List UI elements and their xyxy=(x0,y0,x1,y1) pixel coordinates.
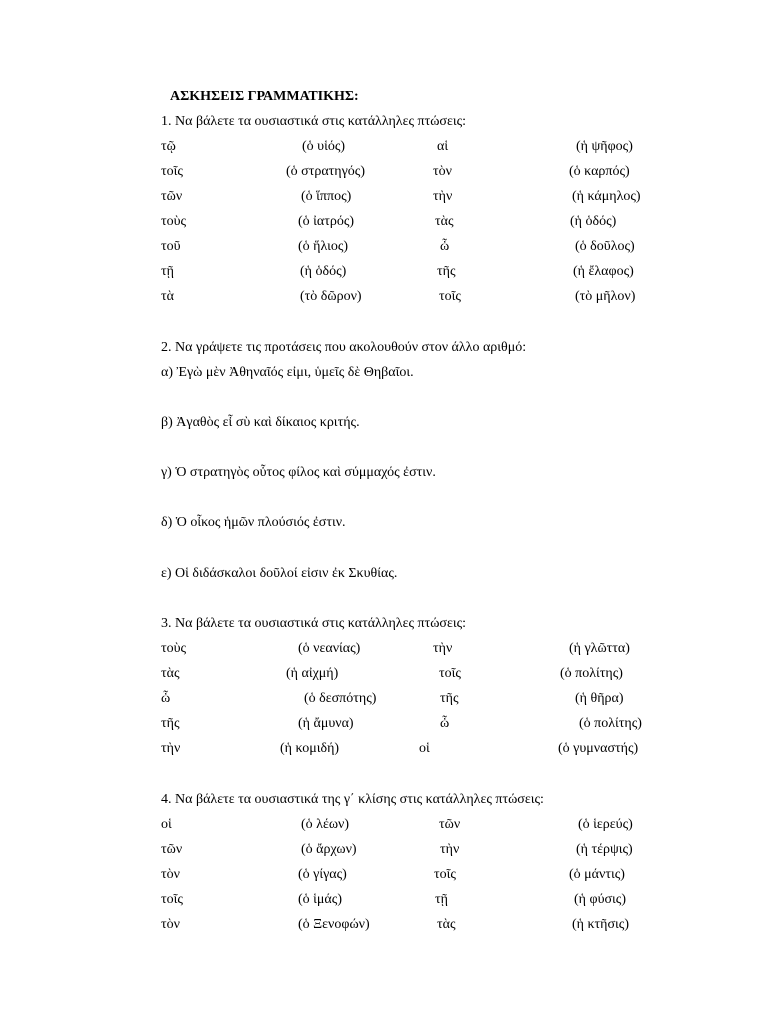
ex1-row-1-article-a: τῷ xyxy=(161,139,176,154)
ex3-row-4-noun-a: (ἡ ἄμυνα) xyxy=(298,716,354,731)
ex4-row-1-article-b: τῶν xyxy=(439,817,461,832)
ex1-row-2-article-b: τὸν xyxy=(433,164,452,179)
ex3-row-2-noun-b: (ὁ πολίτης) xyxy=(560,666,623,681)
ex4-row-5-noun-b: (ἡ κτῆσις) xyxy=(572,917,630,932)
ex3-row-2-article-b: τοῖς xyxy=(439,666,461,681)
ex2-sentence-e: ε) Οἱ διδάσκαλοι δοῦλοί εἰσιν ἐκ Σκυθίας. xyxy=(161,566,398,581)
ex3-row-3-noun-b: (ἡ θῆρα) xyxy=(575,691,624,706)
ex3-row-1-noun-a: (ὁ νεανίας) xyxy=(298,641,361,656)
ex3-row-4-noun-b: (ὁ πολίτης) xyxy=(579,716,642,731)
ex1-row-3-noun-a: (ὁ ἵππος) xyxy=(301,189,352,204)
ex3-row-5-article-a: τὴν xyxy=(161,741,181,756)
ex3-row-2-article-a: τὰς xyxy=(161,666,180,681)
exercise-1-heading: 1. Να βάλετε τα ουσιαστικά στις κατάλληλες πτώσεις: xyxy=(161,114,467,129)
ex4-row-3-article-b: τοῖς xyxy=(434,867,456,882)
ex3-row-3-article-a: ὦ xyxy=(161,691,171,706)
ex1-row-2-article-a: τοῖς xyxy=(161,164,183,179)
ex3-row-4-article-b: ὦ xyxy=(440,716,450,731)
ex1-row-6-article-a: τῇ xyxy=(161,264,174,279)
ex2-sentence-b: β) Ἀγαθὸς εἶ σὺ καὶ δίκαιος κριτής. xyxy=(161,415,360,430)
ex4-row-2-article-b: τὴν xyxy=(440,842,460,857)
ex1-row-2-noun-b: (ὁ καρπός) xyxy=(569,164,630,179)
ex1-row-5-article-a: τοῦ xyxy=(161,239,181,254)
ex4-row-2-noun-b: (ἡ τέρψις) xyxy=(576,842,633,857)
ex4-row-3-noun-a: (ὁ γίγας) xyxy=(298,867,347,882)
ex4-row-5-article-b: τὰς xyxy=(437,917,456,932)
ex4-row-3-noun-b: (ὁ μάντις) xyxy=(569,867,625,882)
ex4-row-2-noun-a: (ὁ ἄρχων) xyxy=(301,842,357,857)
ex1-row-7-article-a: τὰ xyxy=(161,289,174,304)
ex3-row-2-noun-a: (ἡ αἰχμή) xyxy=(286,666,339,681)
ex1-row-3-noun-b: (ἡ κάμηλος) xyxy=(572,189,641,204)
ex4-row-5-noun-a: (ὁ Ξενοφών) xyxy=(298,917,370,932)
ex1-row-4-article-b: τὰς xyxy=(435,214,454,229)
ex1-row-3-article-b: τὴν xyxy=(433,189,453,204)
exercise-4-heading: 4. Να βάλετε τα ουσιαστικά της γ΄ κλίσης στις κατάλληλες πτώσεις: xyxy=(161,792,544,807)
ex3-row-5-noun-b: (ὁ γυμναστής) xyxy=(558,741,639,756)
ex3-row-4-article-a: τῆς xyxy=(161,716,180,731)
ex4-row-4-noun-a: (ὁ ἱμάς) xyxy=(298,892,342,907)
ex3-row-1-noun-b: (ἡ γλῶττα) xyxy=(569,641,630,656)
ex1-row-1-noun-a: (ὁ υἱός) xyxy=(302,139,346,154)
ex4-row-4-noun-b: (ἡ φύσις) xyxy=(574,892,627,907)
ex2-sentence-d: δ) Ὁ οἶκος ἡμῶν πλούσιός ἐστιν. xyxy=(161,515,346,530)
ex4-row-4-article-b: τῇ xyxy=(435,892,448,907)
ex4-row-1-noun-b: (ὁ ἱερεύς) xyxy=(578,817,633,832)
ex3-row-3-noun-a: (ὁ δεσπότης) xyxy=(304,691,377,706)
ex1-row-5-article-b: ὦ xyxy=(440,239,450,254)
ex1-row-7-noun-b: (τὸ μῆλον) xyxy=(575,289,636,304)
exercise-2-heading: 2. Να γράψετε τις προτάσεις που ακολουθούν στον άλλο αριθμό: xyxy=(161,340,527,355)
ex1-row-6-noun-b: (ἡ ἔλαφος) xyxy=(573,264,634,279)
ex1-row-4-noun-b: (ἡ ὁδός) xyxy=(570,214,617,229)
ex1-row-4-noun-a: (ὁ ἰατρός) xyxy=(298,214,355,229)
ex1-row-5-noun-b: (ὁ δοῦλος) xyxy=(575,239,635,254)
ex1-row-4-article-a: τοὺς xyxy=(161,214,187,229)
ex1-row-6-noun-a: (ἡ ὁδός) xyxy=(300,264,347,279)
ex1-row-5-noun-a: (ὁ ἥλιος) xyxy=(298,239,349,254)
ex4-row-5-article-a: τὸν xyxy=(161,917,180,932)
ex4-row-3-article-a: τὸν xyxy=(161,867,180,882)
ex3-row-1-article-a: τοὺς xyxy=(161,641,187,656)
ex4-row-4-article-a: τοῖς xyxy=(161,892,183,907)
ex4-row-1-article-a: οἱ xyxy=(161,817,172,832)
ex3-row-1-article-b: τὴν xyxy=(433,641,453,656)
ex1-row-1-noun-b: (ἡ ψῆφος) xyxy=(576,139,633,154)
ex2-sentence-c: γ) Ὁ στρατηγὸς οὗτος φίλος καὶ σύμμαχός ἐστιν. xyxy=(161,465,436,480)
ex2-sentence-a: α) Ἐγὼ μὲν Ἀθηναῖός εἰμι, ὑμεῖς δὲ Θηβαῖοι. xyxy=(161,365,414,380)
ex4-row-2-article-a: τῶν xyxy=(161,842,183,857)
ex1-row-2-noun-a: (ὁ στρατηγός) xyxy=(286,164,365,179)
ex4-row-1-noun-a: (ὁ λέων) xyxy=(301,817,350,832)
ex1-row-7-article-b: τοῖς xyxy=(439,289,461,304)
ex1-row-6-article-b: τῆς xyxy=(437,264,456,279)
worksheet-title: ΑΣΚΗΣΕΙΣ ΓΡΑΜΜΑΤΙΚΗΣ: xyxy=(170,89,359,104)
exercise-3-heading: 3. Να βάλετε τα ουσιαστικά στις κατάλληλες πτώσεις: xyxy=(161,616,467,631)
ex3-row-3-article-b: τῆς xyxy=(440,691,459,706)
ex3-row-5-noun-a: (ἡ κομιδή) xyxy=(280,741,340,756)
ex3-row-5-article-b: οἱ xyxy=(419,741,430,756)
ex1-row-3-article-a: τῶν xyxy=(161,189,183,204)
ex1-row-7-noun-a: (τὸ δῶρον) xyxy=(300,289,362,304)
ex1-row-1-article-b: αἱ xyxy=(437,139,449,154)
